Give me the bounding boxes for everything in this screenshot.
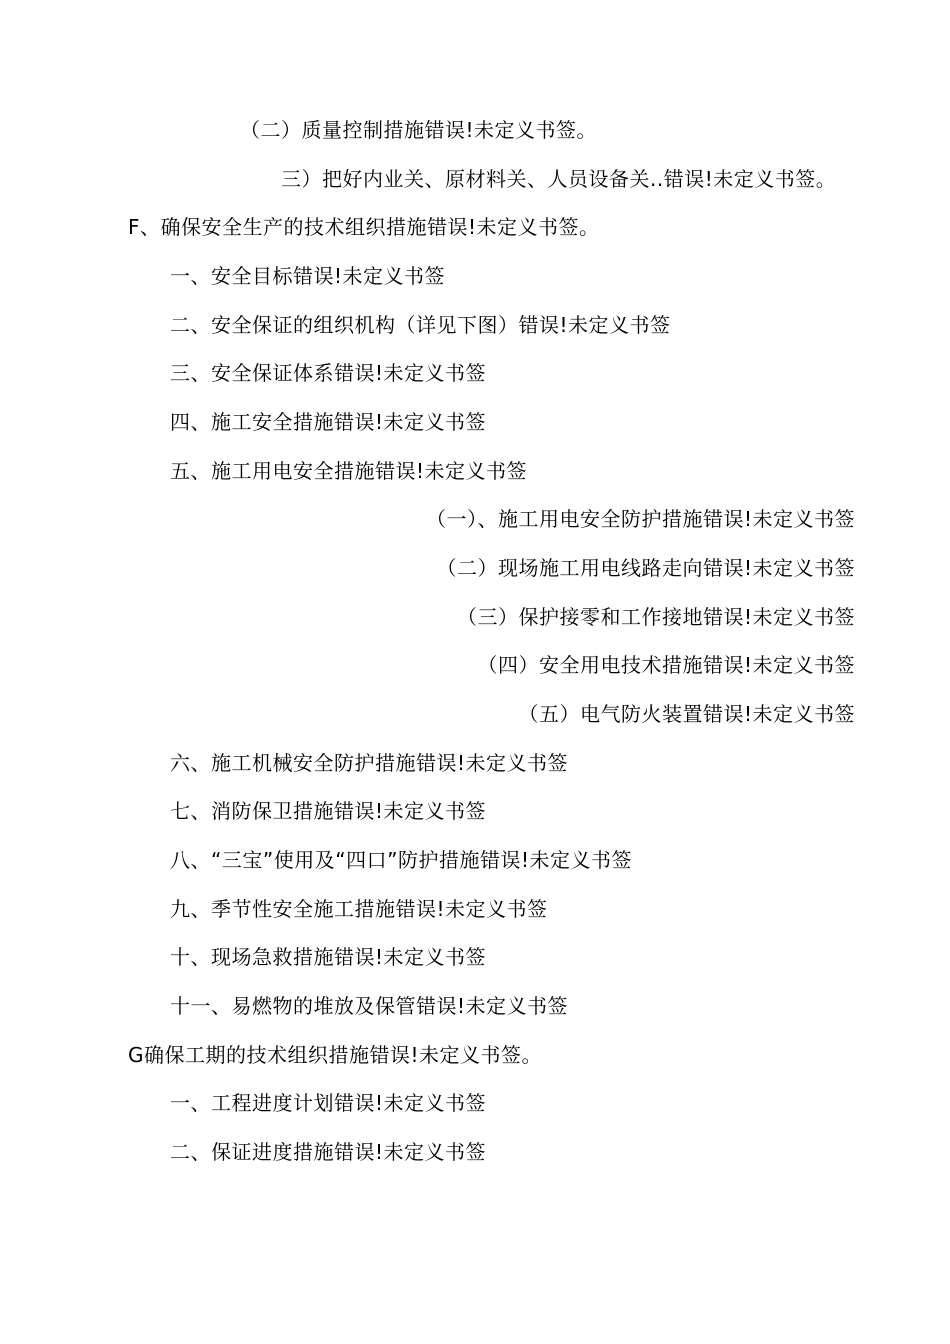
toc-entry-internal-materials-personnel[interactable]: 三）把好内业关、原材料关、人员设备关..错误!未定义书签。 [281,167,837,191]
toc-entry-electric-safety[interactable]: 五、施工用电安全措施错误!未定义书签 [170,459,528,483]
toc-entry-first-aid[interactable]: 十、现场急救措施错误!未定义书签 [170,945,487,969]
toc-entry-progress-measures[interactable]: 二、保证进度措施错误!未定义书签 [170,1140,487,1164]
toc-entry-fire-security[interactable]: 七、消防保卫措施错误!未定义书签 [170,799,487,823]
toc-entry-grounding[interactable]: （三）保护接零和工作接地错误!未定义书签 [456,605,855,629]
toc-entry-three-treasures[interactable]: 八、“三宝”使用及“四口”防护措施错误!未定义书签 [170,848,632,872]
toc-entry-construction-safety[interactable]: 四、施工安全措施错误!未定义书签 [170,410,487,434]
toc-entry-electric-technical[interactable]: （四）安全用电技术措施错误!未定义书签 [477,653,855,677]
toc-entry-progress-plan[interactable]: 一、工程进度计划错误!未定义书签 [170,1091,487,1115]
toc-entry-fire-prevention-devices[interactable]: （五）电气防火装置错误!未定义书签 [518,702,855,726]
toc-entry-safety-goals[interactable]: 一、安全目标错误!未定义书签 [170,264,446,288]
toc-entry-quality-control[interactable]: （二）质量控制措施错误!未定义书签。 [240,118,598,142]
toc-entry-safety-system[interactable]: 三、安全保证体系错误!未定义书签 [170,361,487,385]
toc-section-g-schedule[interactable]: G确保工期的技术组织措施错误!未定义书签。 [128,1043,543,1067]
toc-entry-electric-lines[interactable]: （二）现场施工用电线路走向错误!未定义书签 [436,556,855,580]
toc-entry-seasonal-safety[interactable]: 九、季节性安全施工措施错误!未定义书签 [170,897,548,921]
toc-entry-safety-organization[interactable]: 二、安全保证的组织机构（详见下图）错误!未定义书签 [170,313,671,337]
toc-entry-machinery-safety[interactable]: 六、施工机械安全防护措施错误!未定义书签 [170,751,569,775]
toc-entry-flammables-storage[interactable]: 十一、易燃物的堆放及保管错误!未定义书签 [170,994,569,1018]
toc-section-f-safety[interactable]: F、确保安全生产的技术组织措施错误!未定义书签。 [128,215,600,239]
toc-entry-electric-protection[interactable]: （一）、施工用电安全防护措施错误!未定义书签 [425,507,855,531]
